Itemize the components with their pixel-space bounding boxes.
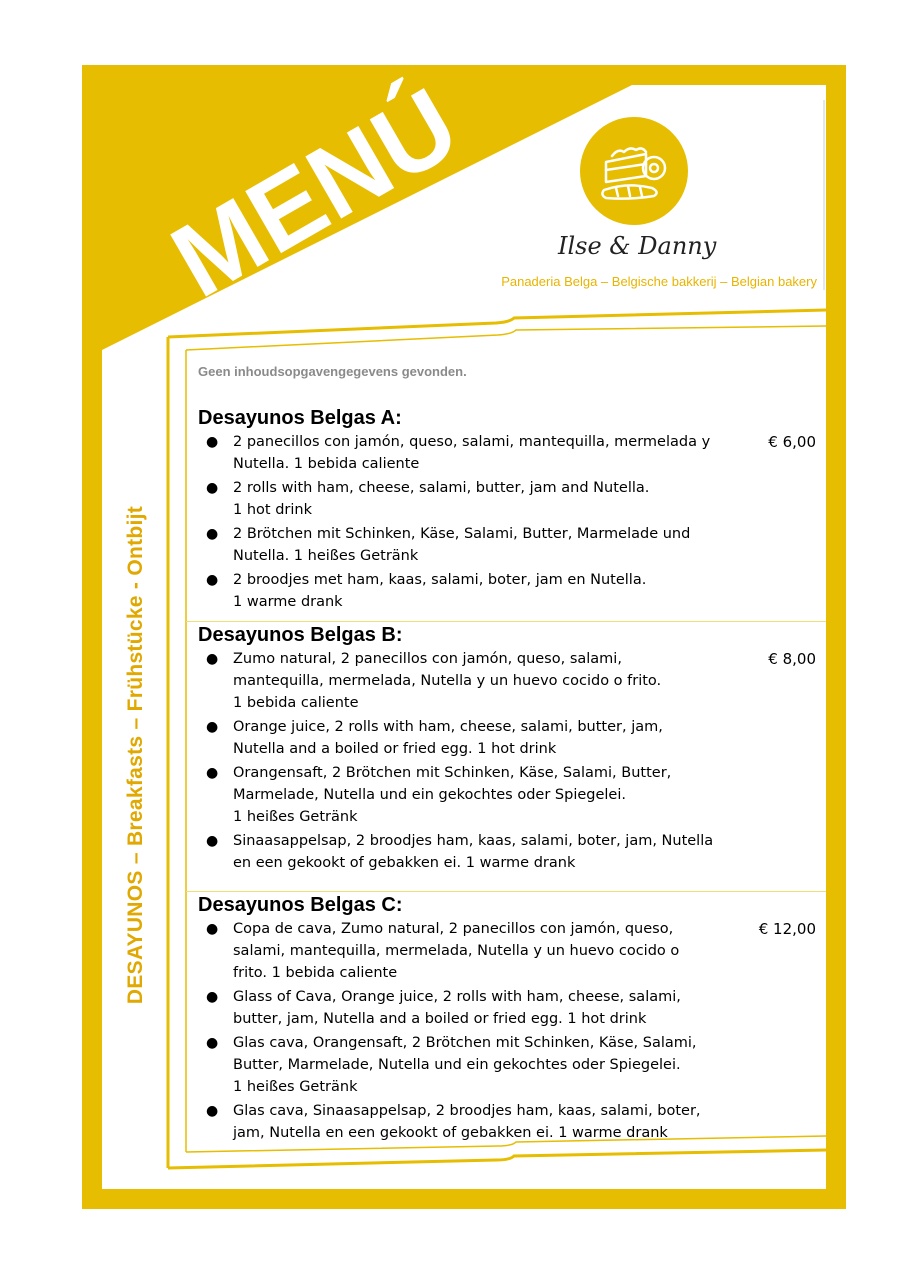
section-title: Desayunos Belgas C:	[198, 894, 403, 916]
list-item: ● Sinaasappelsap, 2 broodjes ham, kaas, salami, boter, jam, Nutella en een gekookt of gebakken ei. 1 warme drank	[198, 830, 733, 874]
section-b	[186, 624, 826, 892]
section-c	[186, 894, 826, 1146]
section-title: Desayunos Belgas A:	[198, 407, 402, 429]
bullet-icon: ●	[206, 1035, 219, 1051]
bullet-icon: ●	[206, 526, 219, 542]
list-item: ● 2 broodjes met ham, kaas, salami, boter, jam en Nutella. 1 warme drank	[198, 569, 733, 613]
brand-name: Ilse & Danny	[558, 232, 717, 260]
tagline: Panaderia Belga – Belgische bakkerij – Belgian bakery	[501, 274, 817, 289]
frame-line-top-inner	[186, 326, 826, 350]
frame-line-top-outer	[168, 310, 826, 337]
bakery-cake-bread-icon	[598, 138, 670, 204]
bullet-icon: ●	[206, 651, 219, 667]
list-item: ● 2 panecillos con jamón, queso, salami, mantequilla, mermelada y Nutella. 1 bebida caliente	[198, 431, 733, 475]
bullet-icon: ●	[206, 719, 219, 735]
section-price: € 6,00	[768, 433, 816, 451]
list-item: ● Glass of Cava, Orange juice, 2 rolls with ham, cheese, salami, butter, jam, Nutella and a boiled or fried egg. 1 hot drink	[198, 986, 733, 1030]
list-item: ● Zumo natural, 2 panecillos con jamón, queso, salami, mantequilla, mermelada, Nutella y un huevo cocido o frito. 1 bebida caliente	[198, 648, 733, 714]
list-item: ● 2 rolls with ham, cheese, salami, butter, jam and Nutella. 1 hot drink	[198, 477, 733, 521]
section-title: Desayunos Belgas B:	[198, 624, 403, 646]
bullet-icon: ●	[206, 480, 219, 496]
logo	[580, 117, 688, 225]
list-item: ● Glas cava, Sinaasappelsap, 2 broodjes ham, kaas, salami, boter, jam, Nutella en een gekookt of gebakken ei. 1 warme drank	[198, 1100, 733, 1144]
toc-notice: Geen inhoudsopgavengegevens gevonden.	[198, 364, 467, 379]
item-list	[198, 918, 733, 1146]
list-item: ● 2 Brötchen mit Schinken, Käse, Salami, Butter, Marmelade und Nutella. 1 heißes Getränk	[198, 523, 733, 567]
section-a	[186, 407, 826, 622]
item-list	[198, 648, 733, 876]
frame-line-bottom-outer	[168, 1150, 826, 1168]
list-item: ● Orangensaft, 2 Brötchen mit Schinken, Käse, Salami, Butter, Marmelade, Nutella und ein gekochtes oder Spiegelei. 1 heißes Getränk	[198, 762, 733, 828]
list-item: ● Glas cava, Orangensaft, 2 Brötchen mit Schinken, Käse, Salami, Butter, Marmelade, Nutella und ein gekochtes oder Spiegelei. 1 heißes Getränk	[198, 1032, 733, 1098]
side-title: DESAYUNOS – Breakfasts – Frühstücke - Ontbijt	[124, 505, 147, 1005]
bullet-icon: ●	[206, 989, 219, 1005]
bullet-icon: ●	[206, 434, 219, 450]
bullet-icon: ●	[206, 765, 219, 781]
item-list	[198, 431, 733, 615]
menu-title: MENÚ	[153, 66, 477, 320]
bullet-icon: ●	[206, 921, 219, 937]
bullet-icon: ●	[206, 1103, 219, 1119]
section-price: € 8,00	[768, 650, 816, 668]
list-item: ● Orange juice, 2 rolls with ham, cheese, salami, butter, jam, Nutella and a boiled or fried egg. 1 hot drink	[198, 716, 733, 760]
bullet-icon: ●	[206, 572, 219, 588]
list-item: ● Copa de cava, Zumo natural, 2 panecillos con jamón, queso, salami, mantequilla, mermelada, Nutella y un huevo cocido o frito. 1 bebida caliente	[198, 918, 733, 984]
section-price: € 12,00	[758, 920, 816, 938]
bullet-icon: ●	[206, 833, 219, 849]
